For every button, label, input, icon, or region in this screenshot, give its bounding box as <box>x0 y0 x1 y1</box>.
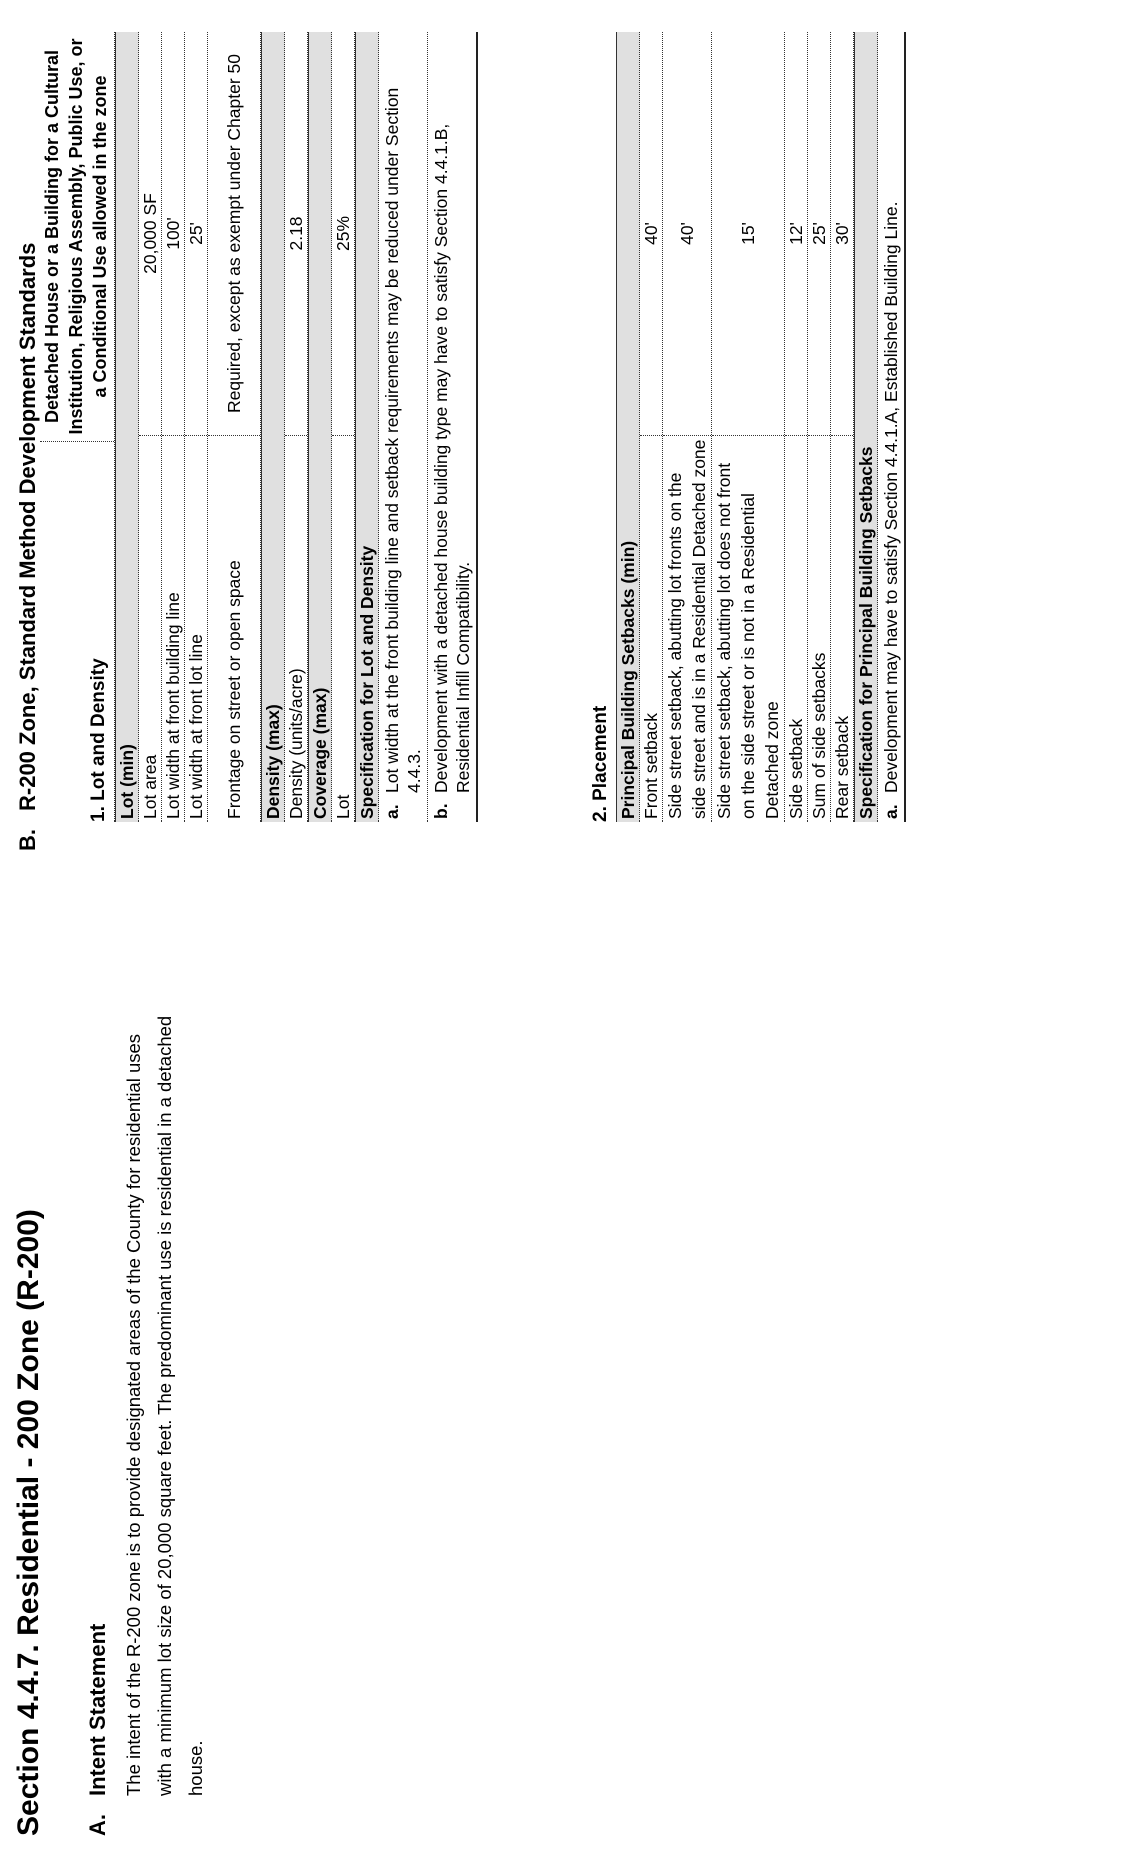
table-row <box>285 32 308 822</box>
specification-row <box>355 32 379 822</box>
specification-heading: Specification for Lot and Density <box>357 545 377 819</box>
row-label: Lot <box>333 794 353 819</box>
table-row <box>808 32 831 822</box>
category-row <box>616 32 640 822</box>
note-label: a. <box>382 804 402 819</box>
category-label: Lot (min) <box>117 744 137 819</box>
note-text: Development may have to satisfy Section 4.4.1.A, Established Building Line. <box>881 201 901 793</box>
intent-text: The intent of the R-200 zone is to provide designated areas of the County for residential uses with a minimum lot size of 20,000 square feet. The predominant use is residential in a detached house. <box>123 1015 206 1796</box>
column-header: Detached House or a Building for a Cultural Institution, Religious Assembly, Public Use, or a Conditional Use allowed in the zone <box>40 32 114 442</box>
lot-density-table <box>40 32 478 822</box>
table-row <box>831 32 854 822</box>
standards-heading <box>15 243 41 851</box>
specification-note <box>878 32 906 822</box>
specification-row <box>854 32 878 822</box>
category-row <box>115 32 139 822</box>
row-label: Lot width at front building line <box>163 592 183 819</box>
placement-heading: 2. Placement <box>590 705 611 822</box>
row-value: Required, except as exempt under Chapter 50 <box>208 32 260 436</box>
row-value: 25% <box>332 32 354 436</box>
table-row <box>785 32 808 822</box>
row-label: Lot width at front lot line <box>186 634 206 819</box>
row-value: 30' <box>831 32 853 436</box>
note-label: b. <box>431 803 451 819</box>
table-row <box>139 32 162 822</box>
row-label: Side street setback, abutting lot does not front on the side street or is not in a Residential Detached zone <box>714 462 782 819</box>
note-text: Development with a detached house building type may have to satisfy Section 4.4.1.B, Residential Infill Compatibility. <box>431 123 473 793</box>
row-label: Rear setback <box>832 715 852 819</box>
placement-table <box>590 32 906 822</box>
placement-header <box>590 32 616 822</box>
row-label: Frontage on street or open space <box>224 560 244 819</box>
section-title: Section 4.4.7. Residential - 200 Zone (R-200) <box>12 1209 45 1836</box>
note-label: a. <box>881 804 901 819</box>
note-text: Lot width at the front building line and setback requirements may be reduced under Section 4.4.3. <box>382 87 424 793</box>
table-row <box>185 32 208 822</box>
row-value: 100' <box>162 32 184 436</box>
row-label: Density (units/acre) <box>286 668 306 819</box>
specification-heading: Specification for Principal Building Setbacks <box>856 446 876 819</box>
row-value: 40' <box>640 32 662 436</box>
table-row <box>208 32 261 822</box>
row-value: 12' <box>785 32 807 436</box>
row-label: Sum of side setbacks <box>809 652 829 819</box>
row-label: Lot area <box>140 754 160 819</box>
row-label: Front setback <box>641 712 661 819</box>
category-label: Coverage (max) <box>310 687 330 819</box>
row-value: 25' <box>185 32 207 436</box>
category-label: Principal Building Setbacks (min) <box>618 540 638 819</box>
specification-note <box>428 32 478 822</box>
table-row <box>640 32 663 822</box>
category-row <box>308 32 332 822</box>
intent-label: A. <box>85 1814 110 1836</box>
table-row <box>663 32 712 822</box>
row-label: Side street setback, abutting lot fronts on the side street and is in a Residential Detached zone <box>665 439 709 819</box>
intent-heading <box>85 1624 111 1836</box>
table-row <box>712 32 785 822</box>
row-value: 25' <box>808 32 830 436</box>
category-row <box>261 32 285 822</box>
row-label: Side setback <box>786 718 806 819</box>
standards-label: B. <box>15 829 40 851</box>
table-row <box>162 32 185 822</box>
table-row <box>332 32 355 822</box>
category-label: Density (max) <box>263 704 283 819</box>
intent-heading-text: Intent Statement <box>85 1623 110 1796</box>
standards-heading-text: R-200 Zone, Standard Method Development Standards <box>15 242 40 811</box>
lot-density-header <box>40 32 115 822</box>
row-value: 15' <box>712 32 784 436</box>
row-value: 20,000 SF <box>139 32 161 436</box>
row-value: 40' <box>663 32 711 436</box>
row-value: 2.18 <box>285 32 307 436</box>
specification-note <box>379 32 428 822</box>
lot-density-heading: 1. Lot and Density <box>88 658 109 822</box>
